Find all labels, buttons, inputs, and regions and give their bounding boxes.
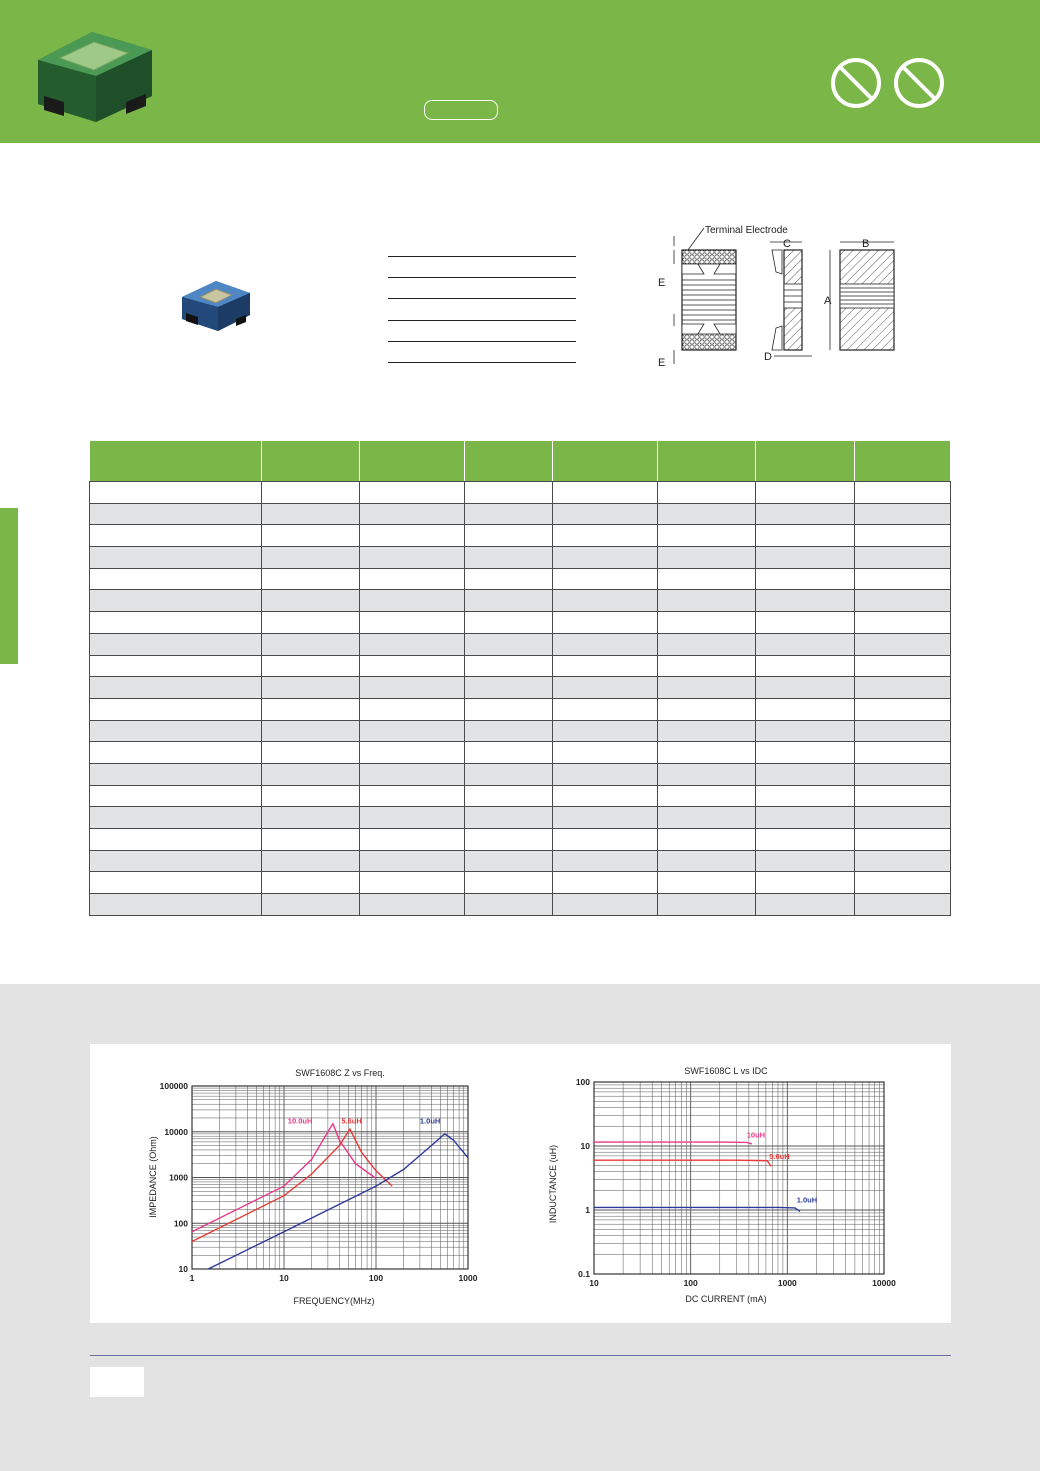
table-header-cell [464, 441, 552, 482]
series-label: 5.6uH [341, 1116, 362, 1126]
table-row [90, 677, 951, 699]
table-row [90, 525, 951, 547]
impedance-chart [140, 1054, 500, 1316]
table-header-cell [360, 441, 464, 482]
no-symbol-icon [830, 57, 882, 109]
page-number-box [90, 1367, 144, 1397]
dimension-rule [388, 362, 576, 363]
table-row [90, 894, 951, 916]
terminal-electrode-label: Terminal Electrode [705, 225, 788, 236]
footer-rule [90, 1355, 951, 1356]
y-tick-label: 1 [585, 1205, 590, 1215]
table-header-cell [756, 441, 854, 482]
table-row [90, 568, 951, 590]
x-tick-label: 1000 [458, 1273, 478, 1283]
series-label: 5.6uH [769, 1151, 790, 1161]
table-row [90, 742, 951, 764]
side-tab [0, 508, 18, 664]
series-label: 1.0uH [796, 1195, 818, 1205]
table-header-cell [854, 441, 950, 482]
y-tick-label: 100 [173, 1218, 188, 1229]
dimension-drawing [652, 222, 952, 372]
table-row [90, 850, 951, 872]
y-tick-label: 100 [575, 1077, 590, 1087]
dim-a-label: A [824, 295, 832, 307]
table-row [90, 829, 951, 851]
table-row [90, 547, 951, 569]
table-row [90, 503, 951, 525]
dim-b-label: B [862, 238, 870, 250]
series-label: 1.0uH [419, 1116, 441, 1126]
table-row [90, 612, 951, 634]
x-tick-label: 1 [189, 1273, 195, 1283]
table-row [90, 720, 951, 742]
x-tick-label: 10000 [872, 1278, 896, 1288]
table-header-cell [553, 441, 657, 482]
dim-d-label: D [764, 351, 772, 363]
y-tick-label: 0.1 [578, 1269, 590, 1279]
chart-xlabel: FREQUENCY(MHz) [293, 1296, 375, 1306]
chart-ylabel: INDUCTANCE (uH) [548, 1144, 558, 1224]
chart-panel [90, 1044, 951, 1323]
chart-xlabel: DC CURRENT (mA) [685, 1294, 767, 1304]
series-line [594, 1142, 752, 1144]
table-header-cell [90, 441, 262, 482]
dim-c-label: C [783, 238, 791, 250]
inductance-chart [540, 1054, 910, 1316]
dimension-rule [388, 341, 576, 342]
x-tick-label: 100 [368, 1273, 384, 1283]
table-row [90, 785, 951, 807]
spec-table [89, 440, 951, 916]
table-row [90, 655, 951, 677]
chart-title: SWF1608C L vs IDC [684, 1066, 768, 1076]
series-line [594, 1207, 800, 1211]
dimension-rule [388, 298, 576, 299]
table-row [90, 807, 951, 829]
table-row [90, 698, 951, 720]
no-symbol-icon [893, 57, 945, 109]
small-product-photo [178, 275, 254, 335]
plot-frame [594, 1082, 884, 1274]
product-photo [30, 18, 160, 130]
table-header-cell [657, 441, 755, 482]
chart-title: SWF1608C Z vs Freq. [295, 1068, 385, 1078]
dim-e-top-label: E [658, 277, 666, 289]
y-tick-label: 10 [178, 1264, 188, 1274]
y-tick-label: 1000 [169, 1172, 188, 1183]
x-tick-label: 10 [279, 1273, 289, 1283]
table-header-cell [261, 441, 359, 482]
dimension-rule [388, 277, 576, 278]
x-tick-label: 1000 [777, 1278, 797, 1288]
x-tick-label: 10 [589, 1278, 599, 1288]
header-badge-outline [424, 100, 498, 120]
table-row [90, 482, 951, 504]
chart-ylabel: IMPEDANCE (Ohm) [148, 1136, 158, 1218]
series-line [192, 1129, 392, 1242]
table-row [90, 633, 951, 655]
table-row [90, 872, 951, 894]
table-row [90, 590, 951, 612]
y-tick-label: 10000 [164, 1126, 188, 1137]
series-label: 10.0uH [287, 1116, 313, 1126]
table-row [90, 763, 951, 785]
dimension-rule [388, 256, 576, 257]
x-tick-label: 100 [683, 1278, 698, 1288]
table-header-row [90, 441, 951, 482]
dim-e-bottom-label: E [658, 357, 666, 369]
y-tick-label: 10 [580, 1141, 590, 1151]
dimension-rule [388, 320, 576, 321]
y-tick-label: 100000 [159, 1081, 188, 1091]
series-label: 10uH [746, 1130, 766, 1140]
